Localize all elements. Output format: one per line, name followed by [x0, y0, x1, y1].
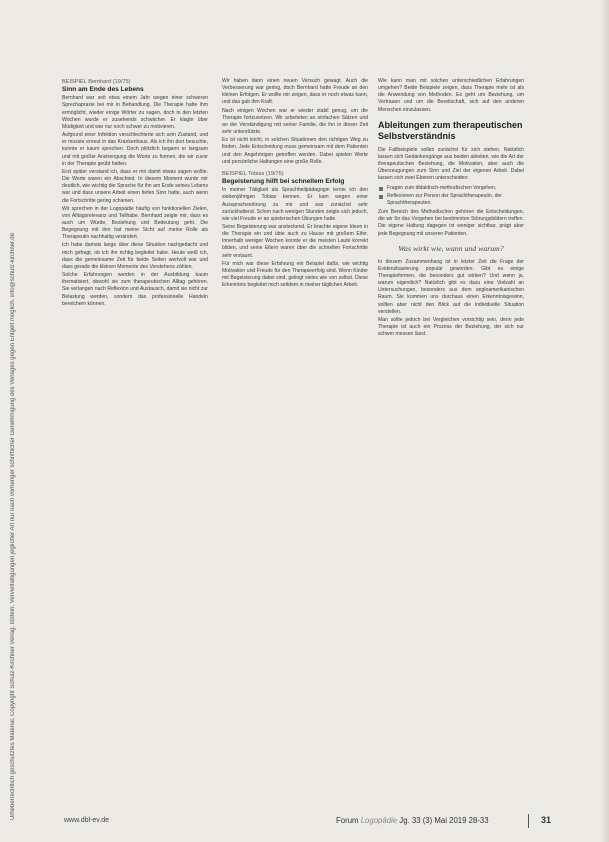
page-footer: [0, 812, 609, 842]
section-title: Ableitungen zum therapeutischen Selbstverständnis: [378, 119, 523, 141]
bullet-item: Fragen zum didaktisch-methodischen Vorgehen,: [378, 185, 524, 192]
paragraph: Ich habe damals lange über diese Situation nachgedacht und mich gefragt, ob ich ihn richtig begleitet habe. Heute weiß ich, dass die gemeinsame Zeit für beide Seiten wertvoll war und dass gerade die kleinen Momente des Verstehens zählen.: [62, 242, 208, 270]
paragraph: Für mich war diese Erfahrung ein Beispiel dafür, wie wichtig Motivation und Freude für den Therapieerfolg sind. Wenn Kinder mit Begeisterung dabei sind, gelingt vieles wie von selbst. Diese Erkenntnis begleitet mich seitdem in meiner täglichen Arbeit.: [222, 260, 368, 289]
example-headline: Begeisterung hilft bei schnellem Erfolg: [222, 178, 345, 186]
paragraph: Solche Erfahrungen werden in der Ausbildung kaum thematisiert, obwohl sie zum therapeutischen Alltag gehören. Sie verlangen nach Reflexion und Austausch, damit sie nicht zur Belastung werden, sondern das professionelle Handeln bereichern können.: [62, 272, 208, 307]
page-number: 31: [541, 815, 552, 825]
paragraph: Die Fallbeispiele sollen zunächst für sich stehen. Natürlich lassen sich Gedankengänge aus beiden ableiten, wie die Art der therapeutischen Beziehung, die Motivation, aber auch die Überzeugungen zum Sinn und Ziel der eigenen Arbeit. Dabei lassen sich zwei Ebenen unterscheiden:: [378, 146, 524, 182]
paragraph: Bernhard war seit etwa einem Jahr wegen einer schweren Sprechapraxie bei mir in Behandlung. Die Therapie hatte ihm ermöglicht, wieder einige Wörter zu sagen, doch in den letzten Wochen wurde er zusehends schwächer. Er klagte über Müdigkeit und war nur noch schwer zu motivieren.: [62, 95, 208, 130]
text-column-3: [378, 78, 524, 812]
paragraph: Es ist nicht leicht, in solchen Situationen den richtigen Weg zu finden. Jede Entscheidung muss gemeinsam mit dem Patienten und den Angehörigen getroffen werden. Dabei spielen Werte und persönliche Haltungen eine große Rolle.: [222, 137, 368, 165]
bullet-list: [378, 185, 524, 207]
journal-prefix: Forum: [336, 816, 361, 825]
paragraph: In meiner Tätigkeit als Sprachheilpädagogin lernte ich den siebenjährigen Tobias kennen. Er kam wegen einer Aussprachestörung zu mir und war zunächst sehr zurückhaltend. Schon nach wenigen Stunden zeigte sich jedoch, wie viel Freude er an spielerischen Übungen hatte.: [222, 187, 368, 222]
journal-brand: Logopädie: [360, 816, 398, 825]
text-column-2: [222, 78, 368, 812]
paragraph: Erst später verstand ich, dass er mir damit etwas sagen wollte. Die Worte waren ein Abschied. In diesem Moment wurde mir deutlich, wie wichtig die Sprache für ihn am Ende seines Lebens war und dass unsere Arbeit einen tiefen Sinn hatte, auch wenn die Fortschritte gering schienen.: [62, 168, 208, 204]
example-headline: Sinn am Ende des Lebens: [62, 86, 144, 94]
copyright-side-note: Urheberrechtlich geschütztes Material. Copyright Schulz-Kirchner Verlag, Idstein. Vervielfältigungen jeglicher Art nur nach vorheriger schriftlicher Genehmigung des Verlages gegen Entgelt möglich. info@schulz-kirchner.de: [10, 232, 16, 820]
example-kicker: BEISPIEL Bernhard (19/75): [62, 79, 131, 85]
paragraph: In diesem Zusammenhang ist in letzter Zeit die Frage der Evidenzbasierung populär geworden: Gibt es einige Therapieformen, die besonders gut wirken? Und wenn ja, warum eigentlich? Natürlich gibt es dazu eine Vielzahl an Untersuchungen, besonders aus dem angloamerikanischen Raum. Sie kommen uns durchaus einen Erkenntnisgewinn, sollten aber nicht den Blick auf die individuelle Situation verstellen.: [378, 258, 524, 315]
bullet-item: Reflexionen zur Person der Sprachtherapeutin, der Sprachtherapeuten.: [378, 193, 524, 207]
paragraph: Zum Bereich des Methodischen gehören die Entscheidungen, die wir für das Vorgehen bei bestimmten Störungsbildern treffen. Die eigene Haltung dagegen ist weniger sichtbar, prägt aber jede Begegnung mit unseren Patienten.: [378, 209, 524, 237]
journal-issue: Jg. 33 (3) Mai 2019 28-33: [397, 816, 489, 825]
paragraph: Wie kann man mit solchen unterschiedlichen Erfahrungen umgehen? Beide Beispiele zeigen, dass Therapie mehr ist als die Anwendung von Methoden. Es geht um Beziehung, um Vertrauen und um die Bereitschaft, sich auf den anderen Menschen einzulassen.: [378, 78, 524, 113]
subheading: Was wirkt wie, wann und warum?: [398, 243, 504, 253]
footer-divider: [528, 814, 529, 828]
paragraph: Man sollte jedoch bei Vergleichen vorsichtig sein, denn jede Therapie ist auch ein Prozess der Beziehung, der sich nur schwer messen lässt.: [378, 316, 524, 338]
journal-reference: [336, 816, 489, 825]
website-url[interactable]: www.dbl-ev.de: [64, 817, 110, 824]
paragraph: Aufgrund einer Infektion verschlechterte sich sein Zustand, und er musste erneut in das Krankenhaus. Als ich ihn dort besuchte, konnte er kaum sprechen. Doch plötzlich begann er langsam und mit großer Anstrengung die Worte zu formen, die wir zuvor in der Therapie geübt hatten.: [62, 132, 208, 167]
paragraph: Wir haben dann einen neuen Versuch gewagt. Auch die Verbesserung war gering, doch Bernhard hatte Freude an den kleinen Erfolgen. Er wollte mir zeigen, dass er noch etwas kann, und das gab ihm Kraft.: [222, 78, 368, 106]
text-column-1: [62, 78, 208, 812]
paragraph: Wir sprechen in der Logopädie häufig von funktionellen Zielen, von Alltagsrelevanz und Teilhabe. Bernhard zeigte mir, dass es auch um Würde, Beziehung und Bedeutung geht. Die Begegnung mit ihm hat meine Sicht auf meine Rolle als Therapeutin nachhaltig verändert.: [62, 205, 208, 241]
page-edge-shadow: [601, 0, 609, 842]
example-kicker: BEISPIEL Tobias (19/75): [222, 170, 284, 177]
paragraph: Nach einigen Wochen war er wieder stabil genug, um die Therapie fortzusetzen. Wir arbeiteten an einfachen Sätzen und an der Verständigung mit seiner Familie, die ihn in dieser Zeit sehr unterstützte.: [222, 107, 368, 136]
paragraph: Seine Begeisterung war ansteckend. Er brachte eigene Ideen in die Therapie ein und übte auch zu Hause mit großem Eifer. Innerhalb weniger Wochen konnte er die meisten Laute korrekt bilden, und seine Eltern waren über die schnellen Fortschritte sehr erstaunt.: [222, 223, 368, 259]
